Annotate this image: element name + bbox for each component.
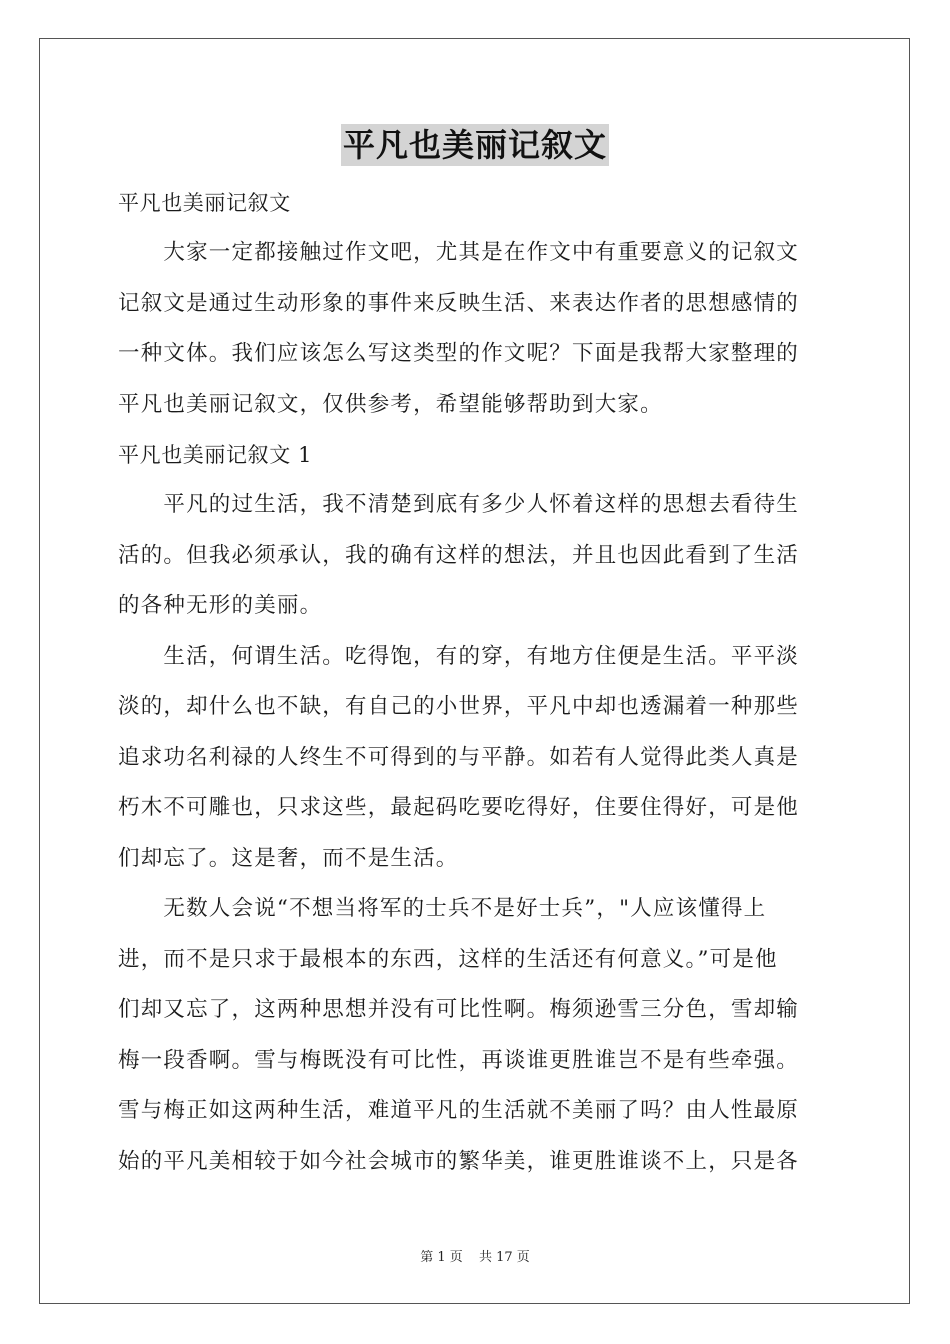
text-line: 活的。但我必须承认，我的确有这样的想法，并且也因此看到了生活 (118, 542, 800, 568)
text-line: 朽木不可雕也，只求这些，最起码吃要吃得好，住要住得好，可是他 (118, 795, 800, 820)
text-line: 一种文体。我们应该怎么写这类型的作文呢？下面是我帮大家整理的 (118, 341, 800, 366)
text-line: 始的平凡美相较于如今社会城市的繁华美，谁更胜谁谈不上，只是各 (118, 1148, 800, 1174)
text-line: 平凡也美丽记叙文，仅供参考，希望能够帮助到大家。 (118, 391, 663, 417)
section-heading: 平凡也美丽记叙文 1 (118, 443, 313, 467)
text-line: 淡的，却什么也不缺，有自己的小世界，平凡中却也透漏着一种那些 (118, 694, 800, 719)
page-footer (0, 1246, 950, 1265)
document-title: 平凡也美丽记叙文 (342, 126, 607, 164)
text-line: 生活，何谓生活。吃得饱，有的穿，有地方住便是生活。平平淡 (118, 643, 800, 669)
document-body (118, 178, 834, 1187)
text-line: 无数人会说“不想当将军的士兵不是好士兵”，"人应该懂得上 (118, 896, 767, 921)
text-line: 平凡的过生活，我不清楚到底有多少人怀着这样的思想去看待生 (118, 492, 800, 517)
page-number: 第 1 页 (420, 1250, 463, 1265)
text-line: 雪与梅正如这两种生活，难道平凡的生活就不美丽了吗？由人性最原 (118, 1098, 800, 1123)
text-line: 的各种无形的美丽。 (118, 593, 323, 618)
text-line: 追求功名利禄的人终生不可得到的与平静。如若有人觉得此类人真是 (118, 744, 800, 770)
text-line: 记叙文是通过生动形象的事件来反映生活、来表达作者的思想感情的 (118, 290, 800, 316)
title-container (0, 124, 950, 166)
page-total: 共 17 页 (478, 1250, 530, 1265)
text-line: 进，而不是只求于最根本的东西，这样的生活还有何意义。”可是他 (118, 946, 778, 972)
text-line: 们却又忘了，这两种思想并没有可比性啊。梅须逊雪三分色，雪却输 (118, 997, 800, 1022)
text-line: 梅一段香啊。雪与梅既没有可比性，再谈谁更胜谁岂不是有些牵强。 (118, 1047, 800, 1073)
section-heading: 平凡也美丽记叙文 (118, 191, 291, 215)
text-line: 大家一定都接触过作文吧，尤其是在作文中有重要意义的记叙文 (118, 240, 800, 265)
text-line: 们却忘了。这是奢，而不是生活。 (118, 845, 459, 871)
